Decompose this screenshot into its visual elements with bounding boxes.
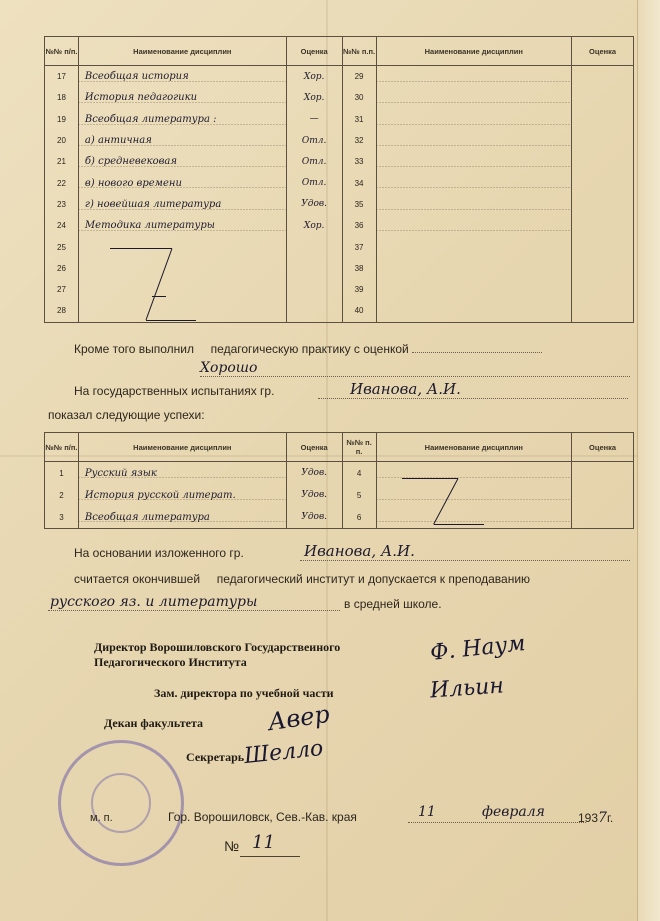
footer-year-prefix: 193 [578, 811, 599, 825]
practice-text-1: Кроме того выполнил [74, 342, 194, 356]
conclusion-text-2: считается окончившей [74, 572, 201, 586]
table-row [45, 279, 634, 300]
header-num-right: №№ п.п. [342, 37, 376, 66]
footer-year-suffix: г. [606, 811, 614, 825]
grade-value: Удов. [286, 506, 342, 529]
subject-name-right [376, 151, 572, 172]
bottom-header-grade: Оценка [286, 433, 342, 462]
grade-value: Удов. [286, 462, 342, 485]
director-text: Директор Ворошиловского Государствеиного Педагогического Института [94, 640, 341, 669]
table-row [45, 66, 634, 88]
grade-value-right [572, 462, 634, 485]
grade-value-right [572, 506, 634, 529]
row-number: 1 [45, 462, 79, 485]
subject-name [78, 279, 286, 300]
conclusion-subject-line [48, 610, 340, 611]
subject-name: б) средневековая [78, 151, 286, 172]
subject-name: История педагогики [78, 87, 286, 108]
subject-name-right [376, 279, 572, 300]
row-number-right: 33 [342, 151, 376, 172]
row-number: 26 [45, 258, 79, 279]
row-number: 25 [45, 236, 79, 257]
conclusion-name-line [300, 560, 630, 561]
subject-name-right [376, 66, 572, 88]
row-number-right: 6 [342, 506, 376, 529]
row-number: 19 [45, 109, 79, 130]
grades-table-top [44, 36, 634, 323]
practice-dotted [412, 352, 542, 353]
subject-name: Всеобщая литература [78, 506, 286, 529]
subject-name-right [376, 300, 572, 322]
row-number-right: 30 [342, 87, 376, 108]
subject-name-right [376, 130, 572, 151]
grade-value-right [572, 87, 634, 108]
subject-name: Методика литературы [78, 215, 286, 236]
subject-name: История русской литерат. [78, 484, 286, 506]
grade-value: — [286, 109, 342, 130]
subject-name-right [376, 87, 572, 108]
row-number-right: 34 [342, 172, 376, 193]
row-number: 21 [45, 151, 79, 172]
subject-name-right [376, 506, 572, 529]
conclusion-line-2 [74, 572, 530, 586]
dean-label: Декан факультета [104, 716, 204, 730]
exams-text: На государственных испытаниях гр. [74, 384, 275, 398]
subject-name: Русский язык [78, 462, 286, 485]
conclusion-text-3: педагогический институт и допускается к преподаванию [216, 572, 531, 586]
grade-value-right [572, 109, 634, 130]
footer-year-digit: 7 [598, 810, 607, 826]
grade-value: Удов. [286, 484, 342, 506]
practice-text-2: педагогическую практику с оценкой [210, 342, 409, 356]
grade-value [286, 258, 342, 279]
director-signature: Ф. Наум [428, 631, 527, 666]
grade-value: Удов. [286, 194, 342, 215]
subject-name-right [376, 215, 572, 236]
grade-value: Отл. [286, 130, 342, 151]
grade-value [286, 236, 342, 257]
conclusion-text-1: На основании изложенного гр. [74, 546, 244, 560]
grade-value [286, 300, 342, 322]
grade-value-right [572, 66, 634, 88]
grade-value: Отл. [286, 151, 342, 172]
table-row [45, 172, 634, 193]
subject-name-right [376, 462, 572, 485]
document-number-label: № [224, 838, 240, 854]
grade-value [286, 279, 342, 300]
row-number-right: 5 [342, 484, 376, 506]
table-row [45, 300, 634, 322]
row-number: 18 [45, 87, 79, 108]
grade-value-right [572, 484, 634, 506]
grade-value-right [572, 151, 634, 172]
subject-name-right [376, 484, 572, 506]
row-number: 3 [45, 506, 79, 529]
row-number: 17 [45, 66, 79, 88]
subject-name-right [376, 109, 572, 130]
conclusion-subject: русского яз. и литературы [50, 594, 258, 610]
grade-value-right [572, 258, 634, 279]
grade-value-right [572, 236, 634, 257]
row-number: 27 [45, 279, 79, 300]
grade-value-right [572, 130, 634, 151]
table-row [45, 215, 634, 236]
subject-name: г) новейшая литература [78, 194, 286, 215]
grade-value: Хор. [286, 215, 342, 236]
institute-seal [58, 740, 184, 866]
secretary-signature: Шелло [242, 735, 325, 770]
subject-name: Всеобщая история [78, 66, 286, 88]
footer-city: Гор. Ворошиловск, Сев.-Кав. края [168, 810, 357, 824]
table-row [45, 258, 634, 279]
footer-month: февраля [482, 804, 545, 820]
bottom-header-subject-right: Наименование дисциплин [376, 433, 572, 462]
header-num: №№ п/п. [45, 37, 79, 66]
table-row [45, 484, 634, 506]
subject-name [78, 300, 286, 322]
grade-value: Отл. [286, 172, 342, 193]
row-number-right: 4 [342, 462, 376, 485]
header-grade: Оценка [286, 37, 342, 66]
header-grade-right: Оценка [572, 37, 634, 66]
row-number-right: 29 [342, 66, 376, 88]
bottom-header-grade-right: Оценка [572, 433, 634, 462]
bottom-header-num-right: №№ п. п. [342, 433, 376, 462]
exams-name: Иванова, А.И. [350, 380, 461, 398]
row-number-right: 38 [342, 258, 376, 279]
deputy-signature: Ильин [429, 673, 505, 704]
row-number: 22 [45, 172, 79, 193]
row-number-right: 39 [342, 279, 376, 300]
subject-name [78, 258, 286, 279]
subject-name: в) нового времени [78, 172, 286, 193]
conclusion-name: Иванова, А.И. [304, 542, 415, 560]
footer-date-line [408, 822, 586, 823]
subject-name-right [376, 172, 572, 193]
table-row [45, 87, 634, 108]
binding-strip [637, 0, 660, 921]
document-number: 11 [252, 832, 275, 853]
exams-text-2: показал следующие успехи: [48, 408, 205, 422]
grades-table-bottom [44, 432, 634, 529]
grade-value-right [572, 194, 634, 215]
subject-name-right [376, 258, 572, 279]
document-number-line [240, 856, 300, 857]
row-number-right: 32 [342, 130, 376, 151]
bottom-header-num: №№ п/п. [45, 433, 79, 462]
row-number-right: 35 [342, 194, 376, 215]
footer-year [578, 810, 613, 826]
seal-emblem [91, 773, 151, 833]
grade-value: Хор. [286, 87, 342, 108]
row-number: 2 [45, 484, 79, 506]
subject-name-right [376, 194, 572, 215]
grade-value-right [572, 172, 634, 193]
row-number-right: 31 [342, 109, 376, 130]
deputy-label: Зам. директора по учебной части [154, 686, 334, 700]
practice-grade: Хорошо [200, 360, 258, 376]
row-number: 20 [45, 130, 79, 151]
practice-line [74, 342, 542, 356]
bottom-header-subject: Наименование дисциплин [78, 433, 286, 462]
subject-name: Всеобщая литература : [78, 109, 286, 130]
row-number: 24 [45, 215, 79, 236]
footer-day: 11 [418, 804, 436, 820]
table-row [45, 109, 634, 130]
table-row [45, 130, 634, 151]
conclusion-text-4: в средней школе. [344, 597, 442, 611]
row-number: 23 [45, 194, 79, 215]
table-row [45, 151, 634, 172]
row-number-right: 36 [342, 215, 376, 236]
row-number: 28 [45, 300, 79, 322]
conclusion-line-1 [74, 546, 244, 560]
row-number-right: 37 [342, 236, 376, 257]
table-row [45, 462, 634, 485]
secretary-label: Секретарь [186, 750, 245, 764]
dean-signature: Авер [266, 699, 332, 737]
grade-value: Хор. [286, 66, 342, 88]
practice-grade-line [200, 376, 630, 377]
subject-name: а) античная [78, 130, 286, 151]
table-row [45, 506, 634, 529]
exams-name-line [318, 398, 628, 399]
table-row [45, 194, 634, 215]
director-label [94, 640, 424, 670]
exams-line [74, 384, 274, 398]
header-subject: Наименование дисциплин [78, 37, 286, 66]
subject-name-right [376, 236, 572, 257]
grade-value-right [572, 215, 634, 236]
grade-value-right [572, 300, 634, 322]
row-number-right: 40 [342, 300, 376, 322]
header-subject-right: Наименование дисциплин [376, 37, 572, 66]
seal-place-label: м. п. [90, 812, 113, 824]
grade-value-right [572, 279, 634, 300]
